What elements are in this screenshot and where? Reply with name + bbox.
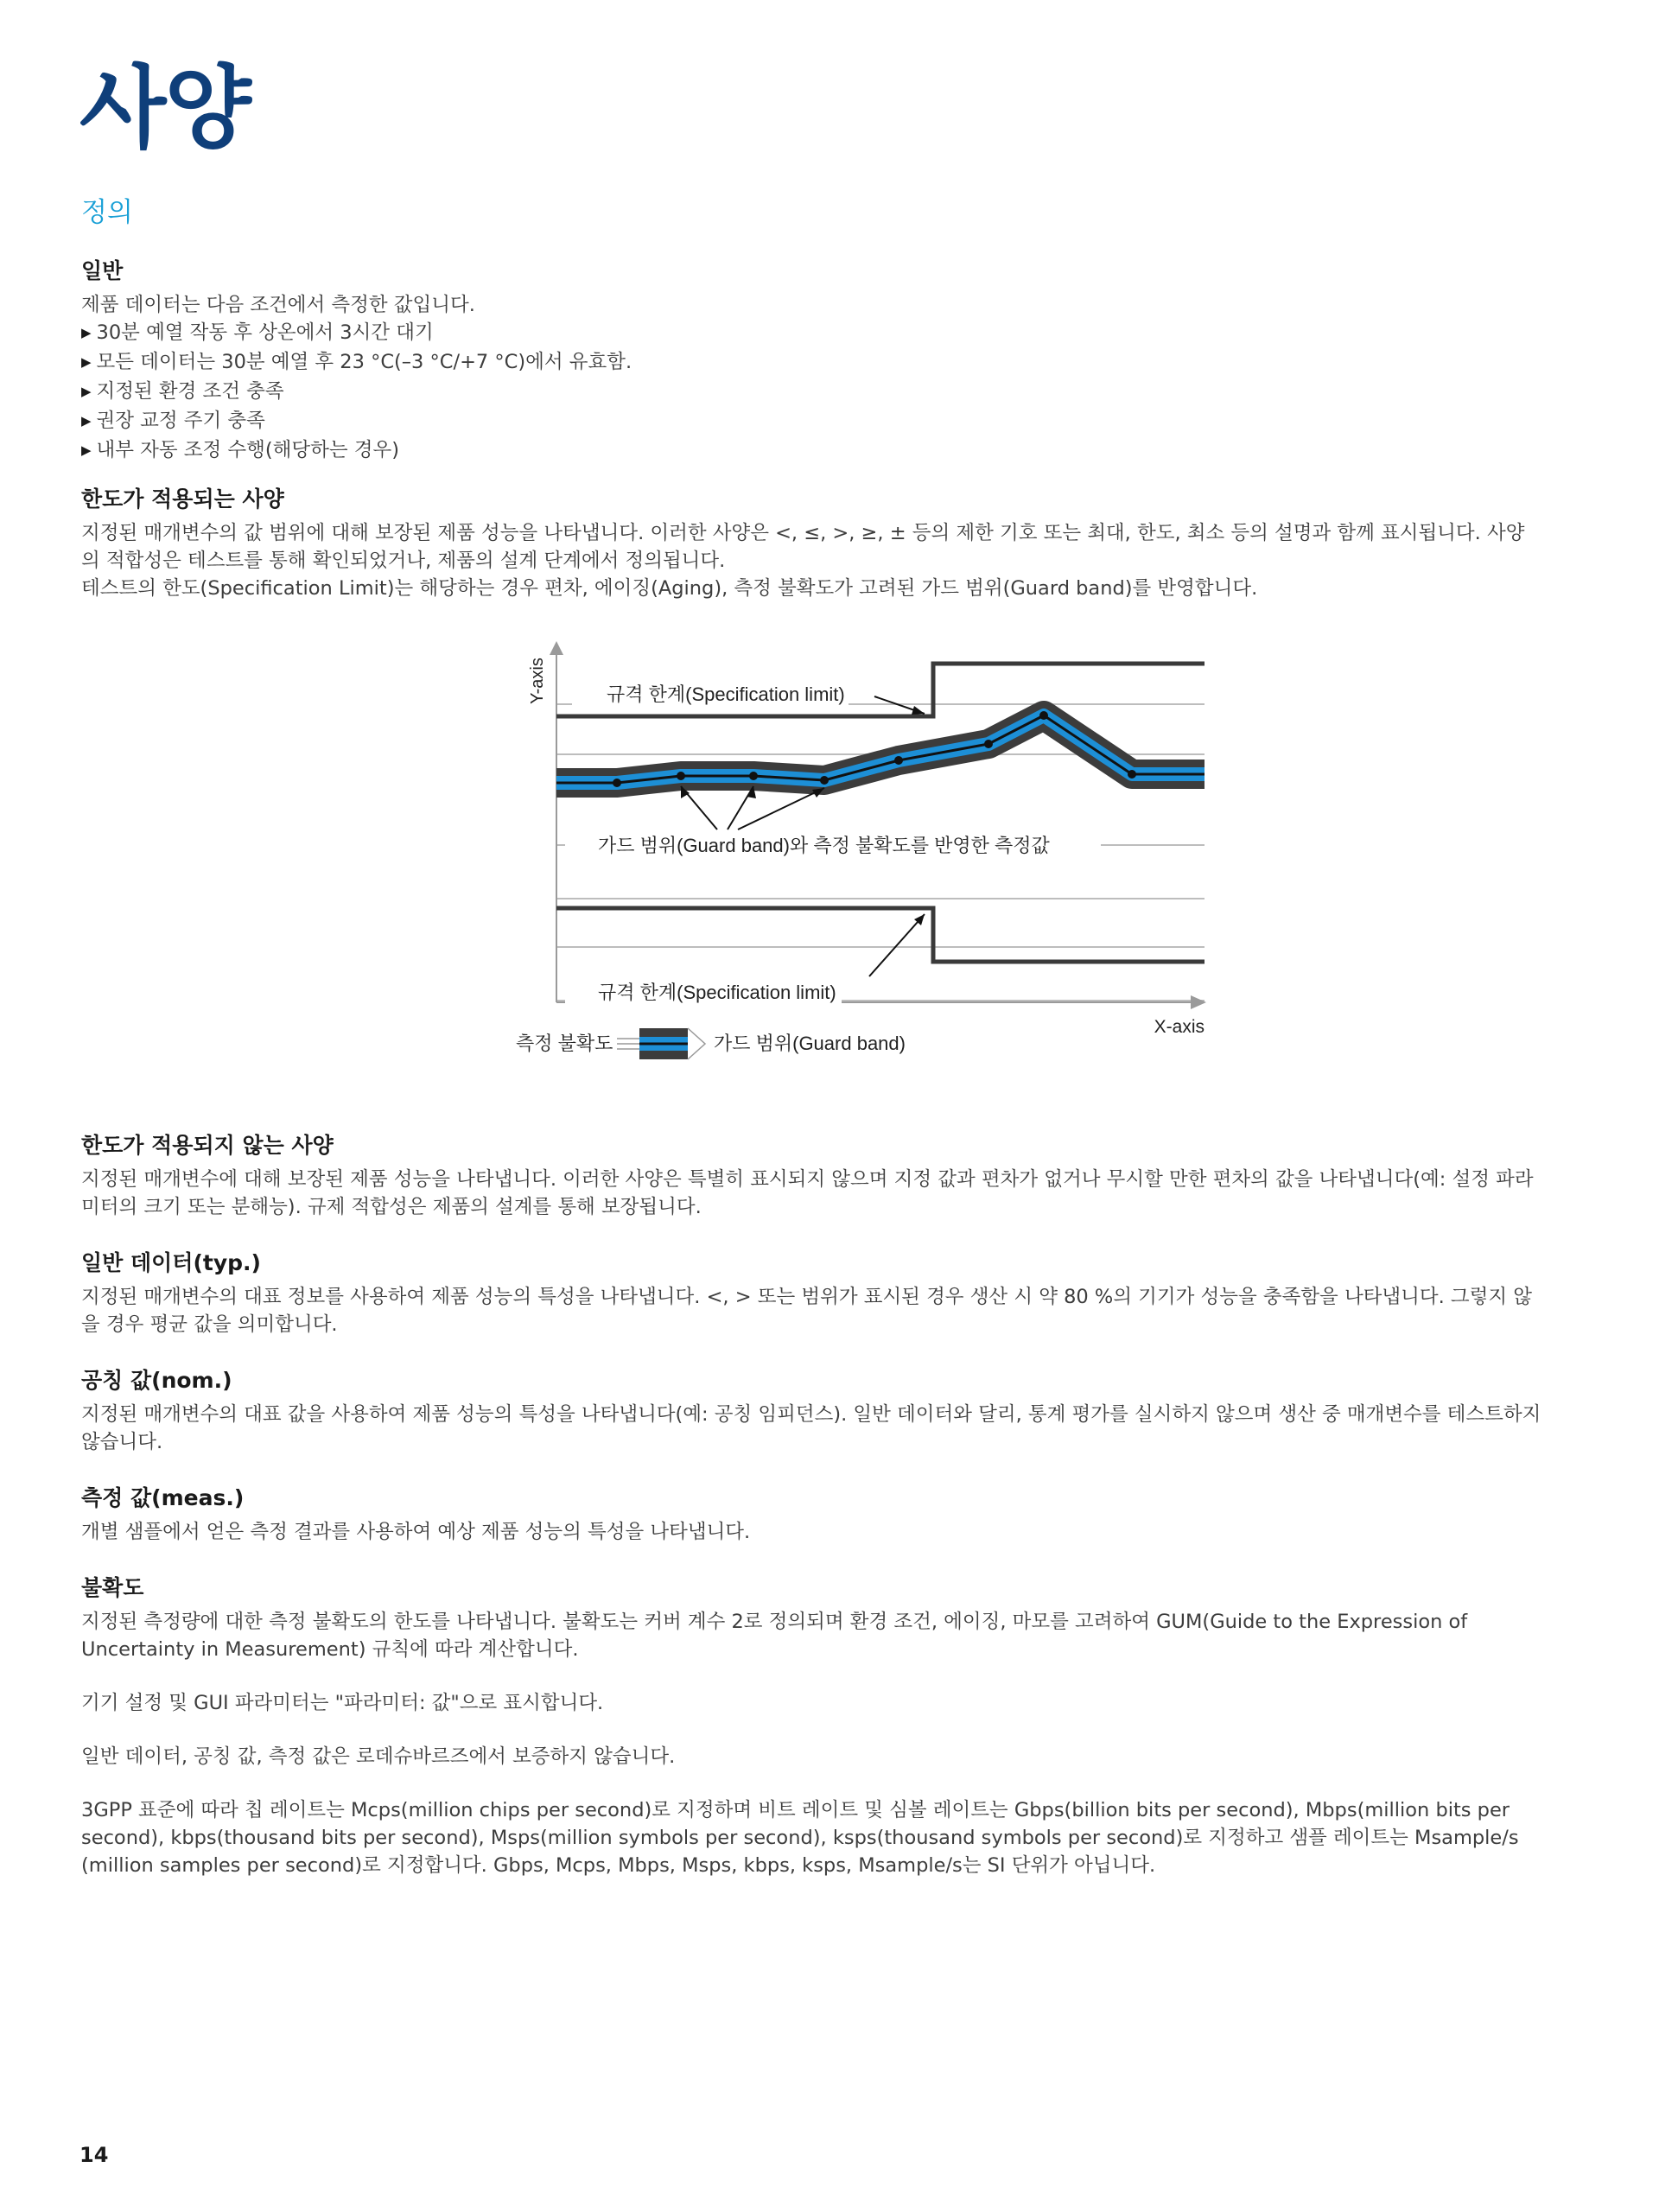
section-text: 지정된 매개변수의 대표 정보를 사용하여 제품 성능의 특성을 나타냅니다. <, > 또는 범위가 표시된 경우 생산 시 약 80 %의 기기가 성능을 충족함을 나타냅니다. 그렇지 않을 경우 평균 값을 의미합니다. <box>81 1285 1533 1336</box>
guard-band-diagram <box>512 629 1220 1078</box>
x-axis-arrow <box>1191 995 1206 1009</box>
section-heading: 한도가 적용되지 않는 사양 <box>81 1133 334 1158</box>
condition-list <box>81 319 1541 466</box>
section-text: 지정된 매개변수의 값 범위에 대해 보장된 제품 성능을 나타냅니다. 이러한 사양은 <, ≤, >, ≥, ± 등의 제한 기호 또는 최대, 한도, 최소 등의 설명과 함께 표시됩니다. 사양의 적합성은 테스트를 통해 확인되었거나, 제품의 설계 단계에서 정의됩니다. <box>81 521 1525 572</box>
spec-limit-bottom-label: 규격 한계(Specification limit) <box>598 982 836 1003</box>
section-text: 기기 설정 및 GUI 파라미터는 "파라미터: 값"으로 표시합니다. <box>81 1691 604 1714</box>
section-nom <box>81 1367 1541 1456</box>
list-item: ▶ 모든 데이터는 30분 예열 후 23 °C(–3 °C/+7 °C)에서 유효함. <box>81 348 1541 378</box>
list-item: ▶ 지정된 환경 조건 충족 <box>81 378 1541 407</box>
section-text: 제품 데이터는 다음 조건에서 측정한 값입니다. <box>81 293 475 316</box>
page-subtitle: 정의 <box>81 197 133 228</box>
x-axis-label: X-axis <box>1154 1017 1205 1037</box>
section-uncertainty <box>81 1574 1541 1879</box>
section-heading: 측정 값(meas.) <box>81 1485 245 1510</box>
legend-swatch <box>617 1028 705 1059</box>
section-text: 지정된 측정량에 대한 측정 불확도의 한도를 나타냅니다. 불확도는 커버 계수 2로 정의되며 환경 조건, 에이징, 마모를 고려하여 GUM(Guide to the Expression of Uncertainty in Measurement) 규칙에 따라 계산합니다. <box>81 1610 1468 1661</box>
y-axis-label: Y-axis <box>528 658 547 704</box>
section-text: 일반 데이터, 공칭 값, 측정 값은 로데슈바르즈에서 보증하지 않습니다. <box>81 1745 676 1768</box>
diagram-svg <box>512 629 1220 1078</box>
measured-label: 가드 범위(Guard band)와 측정 불확도를 반영한 측정값 <box>598 835 1050 856</box>
spec-limit-lower <box>556 908 1205 962</box>
section-heading: 불확도 <box>81 1575 144 1600</box>
section-typ <box>81 1249 1541 1338</box>
section-meas <box>81 1484 1541 1546</box>
legend-guard-label: 가드 범위(Guard band) <box>714 1033 906 1054</box>
y-axis-arrow <box>550 641 563 655</box>
section-limits <box>81 486 1541 602</box>
page-number: 14 <box>79 2143 109 2167</box>
list-item: ▶ 30분 예열 작동 후 상온에서 3시간 대기 <box>81 319 1541 348</box>
legend-uncertainty-label: 측정 불확도 <box>516 1033 613 1054</box>
section-heading: 공칭 값(nom.) <box>81 1368 232 1393</box>
arrow-heads <box>681 706 925 925</box>
section-heading: 일반 <box>81 258 124 283</box>
section-heading: 한도가 적용되는 사양 <box>81 486 284 512</box>
list-item: ▶ 내부 자동 조정 수행(해당하는 경우) <box>81 436 1541 466</box>
section-no-limits <box>81 1132 1541 1221</box>
page-title: 사양 <box>79 55 250 161</box>
section-text: 지정된 매개변수에 대해 보장된 제품 성능을 나타냅니다. 이러한 사양은 특별히 표시되지 않으며 지정 값과 편차가 없거나 무시할 만한 편차의 값을 나타냅니다(예: 설정 파라미터의 크기 또는 분해능). 규제 적합성은 제품의 설계를 통해 보장됩니다. <box>81 1167 1534 1218</box>
section-general <box>81 257 1541 466</box>
section-text: 개별 샘플에서 얻은 측정 결과를 사용하여 예상 제품 성능의 특성을 나타냅니다. <box>81 1520 751 1543</box>
section-text: 3GPP 표준에 따라 칩 레이트는 Mcps(million chips per second)로 지정하며 비트 레이트 및 심볼 레이트는 Gbps(billion bits per second), Mbps(million bits per second), kbps(thousand bits per second), Msps(million symbols per second), ksps(thousand symbols per second)로 지정하고 샘플 레이트는 Msample/s (million samples per second)로 지정합니다. Gbps, Mcps, Mbps, Msps, kbps, ksps, Msample/s는 SI 단위가 아닙니다. <box>81 1798 1519 1877</box>
list-item: ▶ 권장 교정 주기 충족 <box>81 407 1541 436</box>
spec-limit-top-label: 규격 한계(Specification limit) <box>607 683 845 705</box>
section-text: 지정된 매개변수의 대표 값을 사용하여 제품 성능의 특성을 나타냅니다(예: 공칭 임피던스). 일반 데이터와 달리, 통계 평가를 실시하지 않으며 생산 중 매개변수를 테스트하지 않습니다. <box>81 1402 1541 1453</box>
section-heading: 일반 데이터(typ.) <box>81 1250 261 1275</box>
section-text: 테스트의 한도(Specification Limit)는 해당하는 경우 편차, 에이징(Aging), 측정 불확도가 고려된 가드 범위(Guard band)를 반영합니다. <box>81 576 1258 600</box>
